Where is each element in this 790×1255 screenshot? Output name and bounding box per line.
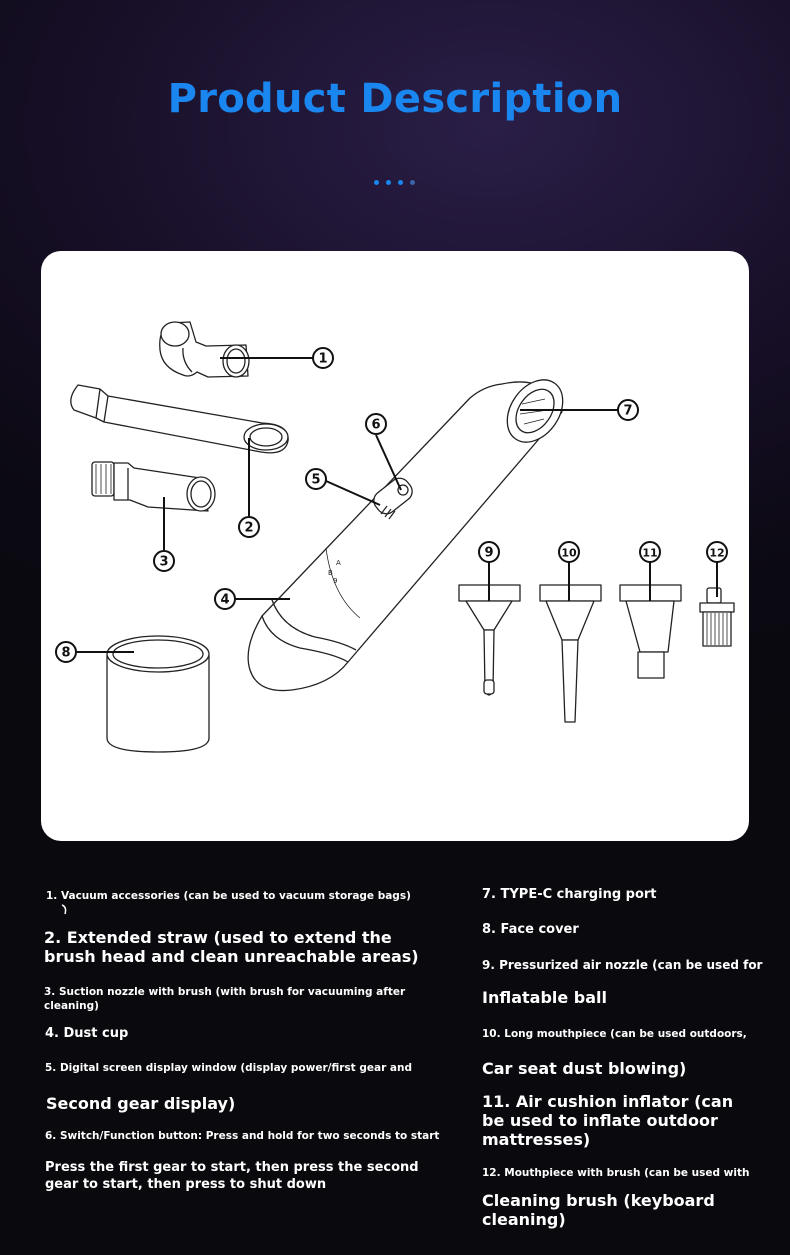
callout-2 bbox=[239, 517, 259, 537]
desc-item-5-cont: Second gear display) bbox=[46, 1094, 236, 1113]
decorative-dots bbox=[374, 180, 415, 185]
product-diagram-panel bbox=[41, 251, 749, 841]
callout-number: 1 bbox=[318, 351, 328, 367]
desc-item-5: 5. Digital screen display window (display power/first gear and bbox=[45, 1062, 412, 1074]
callout-number: 7 bbox=[623, 403, 633, 419]
callout-6 bbox=[366, 414, 386, 434]
ear-hook-icon bbox=[60, 903, 68, 917]
callout-layer bbox=[41, 251, 749, 841]
page-title: Product Description bbox=[167, 76, 623, 122]
desc-item-6-cont: Press the first gear to start, then press the second gear to start, then press to shut down bbox=[45, 1160, 419, 1192]
desc-item-11: 11. Air cushion inflator (can be used to inflate outdoor mattresses) bbox=[482, 1092, 734, 1149]
desc-text: 1. Vacuum accessories (can be used to vacuum storage bags) bbox=[46, 890, 411, 902]
desc-item-2: 2. Extended straw (used to extend the brush head and clean unreachable areas) bbox=[44, 928, 419, 966]
callout-5 bbox=[306, 469, 326, 489]
desc-item-10: 10. Long mouthpiece (can be used outdoors, bbox=[482, 1028, 747, 1040]
desc-item-12: 12. Mouthpiece with brush (can be used with bbox=[482, 1167, 750, 1179]
desc-item-3: 3. Suction nozzle with brush (with brush for vacuuming after cleaning) bbox=[44, 986, 406, 1012]
callout-number: 8 bbox=[61, 645, 71, 661]
svg-text:B: B bbox=[328, 569, 333, 577]
desc-item-8: 8. Face cover bbox=[482, 922, 579, 937]
dot bbox=[374, 180, 379, 185]
desc-item-1 bbox=[46, 889, 426, 917]
callout-1 bbox=[313, 348, 333, 368]
dot bbox=[398, 180, 403, 185]
svg-text:A: A bbox=[336, 559, 341, 567]
dot bbox=[410, 180, 415, 185]
desc-item-9-cont: Inflatable ball bbox=[482, 988, 608, 1007]
callout-8 bbox=[56, 642, 76, 662]
callout-12 bbox=[707, 542, 727, 562]
callout-7 bbox=[618, 400, 638, 420]
desc-item-4: 4. Dust cup bbox=[45, 1026, 129, 1041]
callout-3 bbox=[154, 551, 174, 571]
desc-item-6: 6. Switch/Function button: Press and hold for two seconds to start bbox=[45, 1130, 440, 1142]
desc-item-7: 7. TYPE-C charging port bbox=[482, 887, 657, 902]
callout-number: 5 bbox=[311, 472, 321, 488]
dot bbox=[386, 180, 391, 185]
svg-text:9: 9 bbox=[333, 577, 338, 585]
callout-number: 9 bbox=[484, 545, 494, 561]
callout-number: 4 bbox=[220, 592, 230, 608]
callout-number: 3 bbox=[159, 554, 169, 570]
callout-number: 11 bbox=[642, 546, 658, 560]
callout-10 bbox=[559, 542, 579, 562]
callout-9 bbox=[479, 542, 499, 562]
callout-number: 10 bbox=[561, 546, 577, 560]
desc-item-12-cont: Cleaning brush (keyboard cleaning) bbox=[482, 1191, 715, 1229]
callout-11 bbox=[640, 542, 660, 562]
callout-number: 12 bbox=[709, 546, 725, 560]
desc-item-9: 9. Pressurized air nozzle (can be used for bbox=[482, 958, 763, 972]
callout-4 bbox=[215, 589, 235, 609]
desc-item-10-cont: Car seat dust blowing) bbox=[482, 1059, 687, 1078]
callout-number: 2 bbox=[244, 520, 254, 536]
callout-number: 6 bbox=[371, 417, 381, 433]
